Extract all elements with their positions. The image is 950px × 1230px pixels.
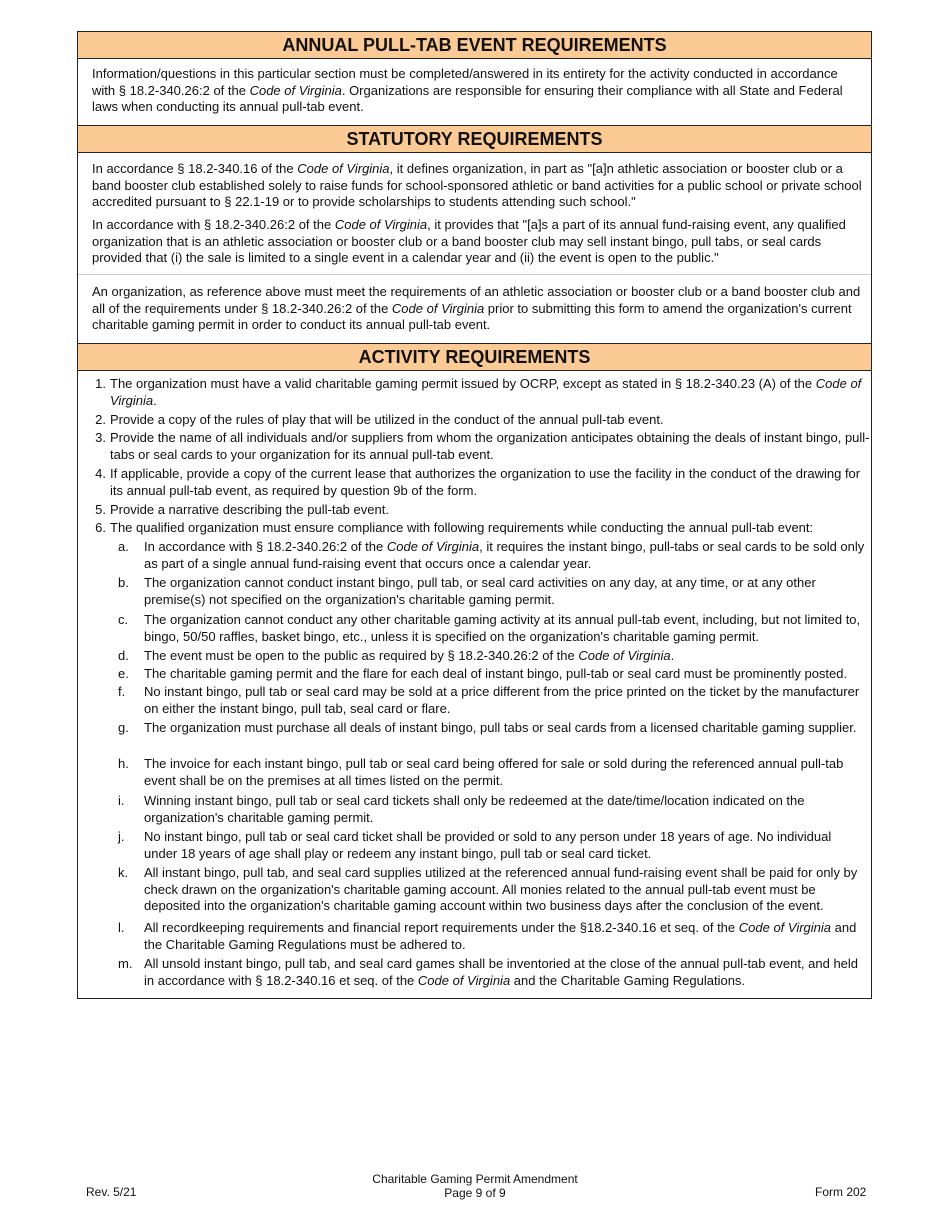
sub-item-letter: k. — [118, 865, 129, 880]
sub-item: The organization cannot conduct any other charitable gaming activity at its annual pull-tab event, including, but not limited to, bingo, 50/50 raffles, basket bingo, etc., unless it is specified on the organization's charitable gaming permit. — [144, 612, 861, 644]
footer-revision: Rev. 5/21 — [86, 1185, 137, 1199]
sub-item: The charitable gaming permit and the flare for each deal of instant bingo, pull-tab or seal card must be prominently posted. — [144, 666, 848, 681]
sub-item: Winning instant bingo, pull tab or seal card tickets shall only be redeemed at the date/time/location indicated on the organization's charitable gaming permit. — [144, 793, 805, 825]
statutory-paragraph-3: An organization, as reference above must meet the requirements of an athletic association or booster club or a band booster club and all of the requirements under § 18.2-340.26:2 of the Code of Virginia prior to submitting this form to amend the organization's current charitable gaming permit in order to conduct its annual pull-tab event. — [92, 284, 861, 332]
sub-item: The organization must purchase all deals of instant bingo, pull tabs or seal cards from a licensed charitable gaming supplier. — [144, 720, 857, 735]
sub-item-letter: m. — [118, 956, 133, 971]
sub-item: In accordance with § 18.2-340.26:2 of the Code of Virginia, it requires the instant bingo, pull-tabs or seal cards to be sold only as part of a single annual fund-raising event that occurs once a calendar year. — [144, 539, 865, 571]
sub-item: All instant bingo, pull tab, and seal card supplies utilized at the referenced annual fund-raising event shall be paid for only by check drawn on the organization's charitable gaming account. All monies related to the annual pull-tab event must be deposited into the organization's charitable gaming account within two business days after the conclusion of the event. — [144, 865, 858, 913]
sub-item: The event must be open to the public as required by § 18.2-340.26:2 of the Code of Virginia. — [144, 648, 675, 663]
sub-item: The invoice for each instant bingo, pull tab or seal card being offered for sale or sold during the referenced annual pull-tab event shall be on the premises at all times listed on the permit. — [144, 756, 844, 788]
sub-item: All unsold instant bingo, pull tab, and seal card games shall be inventoried at the close of the annual pull-tab event, and held in accordance with § 18.2-340.16 et seq. of the Code of Virginia and the Charitable Gaming Regulations. — [144, 956, 859, 988]
item-number: 5. — [95, 502, 106, 517]
sub-item-letter: h. — [118, 756, 129, 771]
sub-item-letter: c. — [118, 612, 129, 627]
item-number: 1. — [95, 376, 106, 391]
sub-item-letter: j. — [118, 829, 125, 844]
sub-item-letter: i. — [118, 793, 125, 808]
sub-item-letter: d. — [118, 648, 129, 663]
sub-item: No instant bingo, pull tab or seal card ticket shall be provided or sold to any person under 18 years of age. No individual under 18 years of age shall play or redeem any instant bingo, pull tab or seal card ticket. — [144, 829, 832, 861]
sub-item: No instant bingo, pull tab or seal card may be sold at a price different from the price printed on the ticket by the manufacturer on either the instant bingo, pull tab, seal card or flare. — [144, 684, 860, 716]
sub-item-letter: a. — [118, 539, 129, 554]
item-number: 3. — [95, 430, 106, 445]
section-header-activity — [78, 343, 871, 371]
item-number: 6. — [95, 520, 106, 535]
sub-item-letter: g. — [118, 720, 129, 735]
list-item: Provide a copy of the rules of play that will be utilized in the conduct of the annual pull-tab event. — [110, 412, 664, 427]
footer-center — [330, 1172, 620, 1200]
intro-paragraph: Information/questions in this particular section must be completed/answered in its entirety for the activity conducted in accordance with § 18.2-340.26:2 of the Code of Virginia. Organizations are responsible for ensuring their compliance with all State and Federal laws when conducting its annual pull-tab event. — [92, 66, 843, 114]
section-header-statutory — [78, 125, 871, 153]
section-title: ANNUAL PULL-TAB EVENT REQUIREMENTS — [282, 35, 667, 55]
statutory-paragraph-2: In accordance with § 18.2-340.26:2 of the Code of Virginia, it provides that "[a]s a part of its annual fund-raising event, any qualified organization that is an athletic association or booster club or a band booster club may sell instant bingo, pull tabs, or seal cards provided that (i) the sale is limited to a single event in a calendar year and (ii) the event is open to the public." — [92, 217, 846, 265]
footer-form-number: Form 202 — [815, 1185, 867, 1199]
section-title: STATUTORY REQUIREMENTS — [346, 129, 603, 149]
sub-item: The organization cannot conduct instant bingo, pull tab, or seal card activities on any day, at any time, or at any other premise(s) not specified on the organization's charitable gaming permit. — [144, 575, 816, 607]
list-item: If applicable, provide a copy of the current lease that authorizes the organization to use the facility in the conduct of the drawing for its annual pull-tab event, as required by question 9b of the form. — [110, 466, 861, 498]
requirements-form — [77, 31, 872, 999]
footer-form-title: Charitable Gaming Permit Amendment — [372, 1172, 578, 1186]
list-item: The qualified organization must ensure compliance with following requirements while conducting the annual pull-tab event: — [110, 520, 814, 535]
item-number: 2. — [95, 412, 106, 427]
sub-item-letter: f. — [118, 684, 126, 699]
sub-item-letter: e. — [118, 666, 129, 681]
statutory-paragraph-1: In accordance § 18.2-340.16 of the Code of Virginia, it defines organization, in part as "[a]n athletic association or booster club or a band booster club established solely to raise funds for school-sponsored athletic or band activities for a public school or private school accredited pursuant to § 22.1-19 or to provide scholarships to students attending such school." — [92, 161, 862, 209]
sub-item: All recordkeeping requirements and financial report requirements under the §18.2-340.16 et seq. of the Code of Virginia and the Charitable Gaming Regulations must be adhered to. — [144, 920, 857, 952]
footer-page-number: Page 9 of 9 — [444, 1186, 506, 1200]
divider — [78, 274, 871, 275]
sub-item-letter: l. — [118, 920, 125, 935]
list-item: Provide a narrative describing the pull-tab event. — [110, 502, 389, 517]
list-item: Provide the name of all individuals and/or suppliers from whom the organization anticipates obtaining the deals of instant bingo, pull-tabs or seal cards to your organization for its annual pull-tab event. — [110, 430, 870, 462]
section-title: ACTIVITY REQUIREMENTS — [358, 347, 591, 367]
sub-item-letter: b. — [118, 575, 129, 590]
list-item: The organization must have a valid charitable gaming permit issued by OCRP, except as stated in § 18.2-340.23 (A) of the Code of Virginia. — [110, 376, 862, 408]
item-number: 4. — [95, 466, 106, 481]
section-header-annual-pull-tab — [78, 32, 871, 59]
